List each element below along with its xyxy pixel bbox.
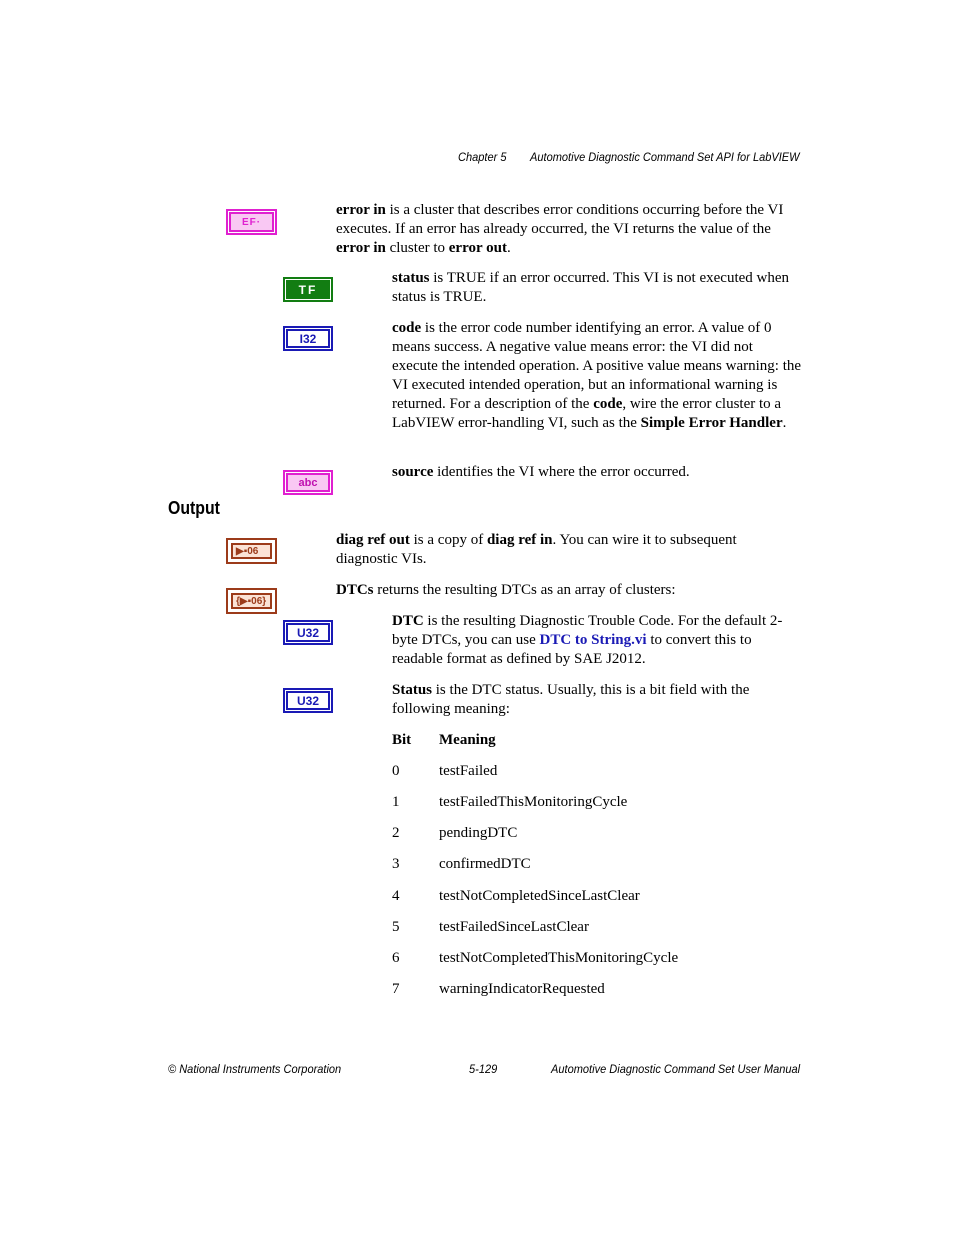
dtc-text-2: to convert this to readable format as defined by SAE J2012.: [392, 632, 752, 667]
bit-number: 0: [392, 763, 400, 779]
footer-page-number: 5-129: [469, 1062, 498, 1076]
bit-meaning: testFailed: [439, 763, 498, 779]
dtc-description: [392, 612, 802, 669]
code-term-2: code: [593, 396, 623, 412]
bit-meaning: testFailedSinceLastClear: [439, 919, 589, 935]
status-description: [392, 269, 802, 307]
bit-meaning: testNotCompletedThisMonitoringCycle: [439, 950, 679, 966]
dtc-text-1: is the resulting Diagnostic Trouble Code. For the default 2-byte DTCs, you can use: [392, 613, 783, 648]
dtc-status-term: Status: [392, 682, 433, 698]
string-abc-icon-label: abc: [286, 473, 330, 492]
string-abc-icon: [283, 470, 333, 495]
output-heading: Output: [168, 498, 220, 518]
u32-numeric-icon-label: U32: [286, 623, 330, 642]
bit-number: 5: [392, 919, 400, 935]
error-cluster-icon: [226, 209, 277, 235]
bit-meaning: testFailedThisMonitoringCycle: [439, 794, 628, 810]
code-term: code: [392, 320, 422, 336]
error-in-text-3: .: [506, 240, 511, 256]
bit-number: 7: [392, 981, 400, 997]
bit-meaning: testNotCompletedSinceLastClear: [439, 888, 640, 904]
u32-status-icon-label: U32: [286, 691, 330, 710]
error-in-term-2: error in: [336, 240, 386, 256]
source-text: identifies the VI where the error occurred.: [433, 464, 690, 480]
diag-ref-out-text-1: is a copy of: [409, 532, 487, 548]
bit-number: 2: [392, 825, 400, 841]
i32-numeric-icon-label: I32: [286, 329, 330, 348]
i32-numeric-icon: [283, 326, 333, 351]
diag-ref-out-term: diag ref out: [336, 532, 410, 548]
code-text-2: , wire the error cluster to a LabVIEW error-handling VI, such as the: [392, 396, 782, 431]
diag-ref-out-text-2: . You can wire it to subsequent diagnostic VIs.: [336, 532, 737, 567]
bit-column-header: Bit: [392, 732, 412, 748]
dtc-status-description: [392, 681, 802, 719]
code-text-3: .: [782, 415, 787, 431]
error-out-term: error out: [448, 240, 507, 256]
diag-ref-icon-label: ▶▪06: [231, 543, 272, 559]
dtcs-description: [336, 581, 802, 600]
footer-manual-title: Automotive Diagnostic Command Set User Manual: [551, 1062, 801, 1076]
bit-number: 3: [392, 856, 400, 872]
footer-copyright: © National Instruments Corporation: [168, 1062, 342, 1076]
header-title: Automotive Diagnostic Command Set API for LabVIEW: [530, 150, 800, 164]
status-text: is TRUE if an error occurred. This VI is not executed when status is TRUE.: [392, 270, 790, 305]
meaning-column-header: Meaning: [439, 732, 496, 748]
dtcs-term: DTCs: [336, 582, 374, 598]
dtc-array-icon-label: {▶▪06}: [231, 593, 272, 609]
status-term: status: [392, 270, 430, 286]
diag-ref-icon: [226, 538, 277, 564]
dtc-array-icon: [226, 588, 277, 614]
bit-meaning: warningIndicatorRequested: [439, 981, 605, 997]
code-description: [392, 319, 802, 433]
source-term: source: [392, 464, 434, 480]
error-in-text-1: is a cluster that describes error conditions occurring before the VI executes. If an error has already occurred, the VI returns the value of the: [336, 202, 784, 237]
bit-meaning: confirmedDTC: [439, 856, 531, 872]
bit-meaning: pendingDTC: [439, 825, 518, 841]
error-cluster-icon-label: EF·: [229, 212, 274, 232]
header-chapter: Chapter 5: [458, 150, 507, 164]
source-description: [392, 463, 802, 482]
bit-number: 6: [392, 950, 400, 966]
dtc-term: DTC: [392, 613, 424, 629]
bit-number: 4: [392, 888, 400, 904]
diag-ref-in-term: diag ref in: [486, 532, 553, 548]
boolean-tf-icon: [283, 277, 333, 302]
boolean-tf-icon-label: TF: [286, 280, 330, 299]
u32-status-icon: [283, 688, 333, 713]
simple-error-handler-term: Simple Error Handler: [640, 415, 783, 431]
error-in-description: [336, 201, 802, 258]
error-in-text-2: cluster to: [385, 240, 449, 256]
dtc-to-string-link[interactable]: DTC to String.vi: [539, 632, 647, 648]
dtc-status-text: is the DTC status. Usually, this is a bit field with the following meaning:: [392, 682, 750, 717]
bit-number: 1: [392, 794, 400, 810]
code-text-1: is the error code number identifying an error. A value of 0 means success. A negative value means error: the VI did not execute the intended operation. A positive value means warning: the VI executed intended operation, but an informational warning is returned. For a description of the: [392, 320, 802, 412]
error-in-term: error in: [336, 202, 386, 218]
u32-numeric-icon: [283, 620, 333, 645]
dtcs-text: returns the resulting DTCs as an array of clusters:: [373, 582, 676, 598]
diag-ref-out-description: [336, 531, 802, 569]
